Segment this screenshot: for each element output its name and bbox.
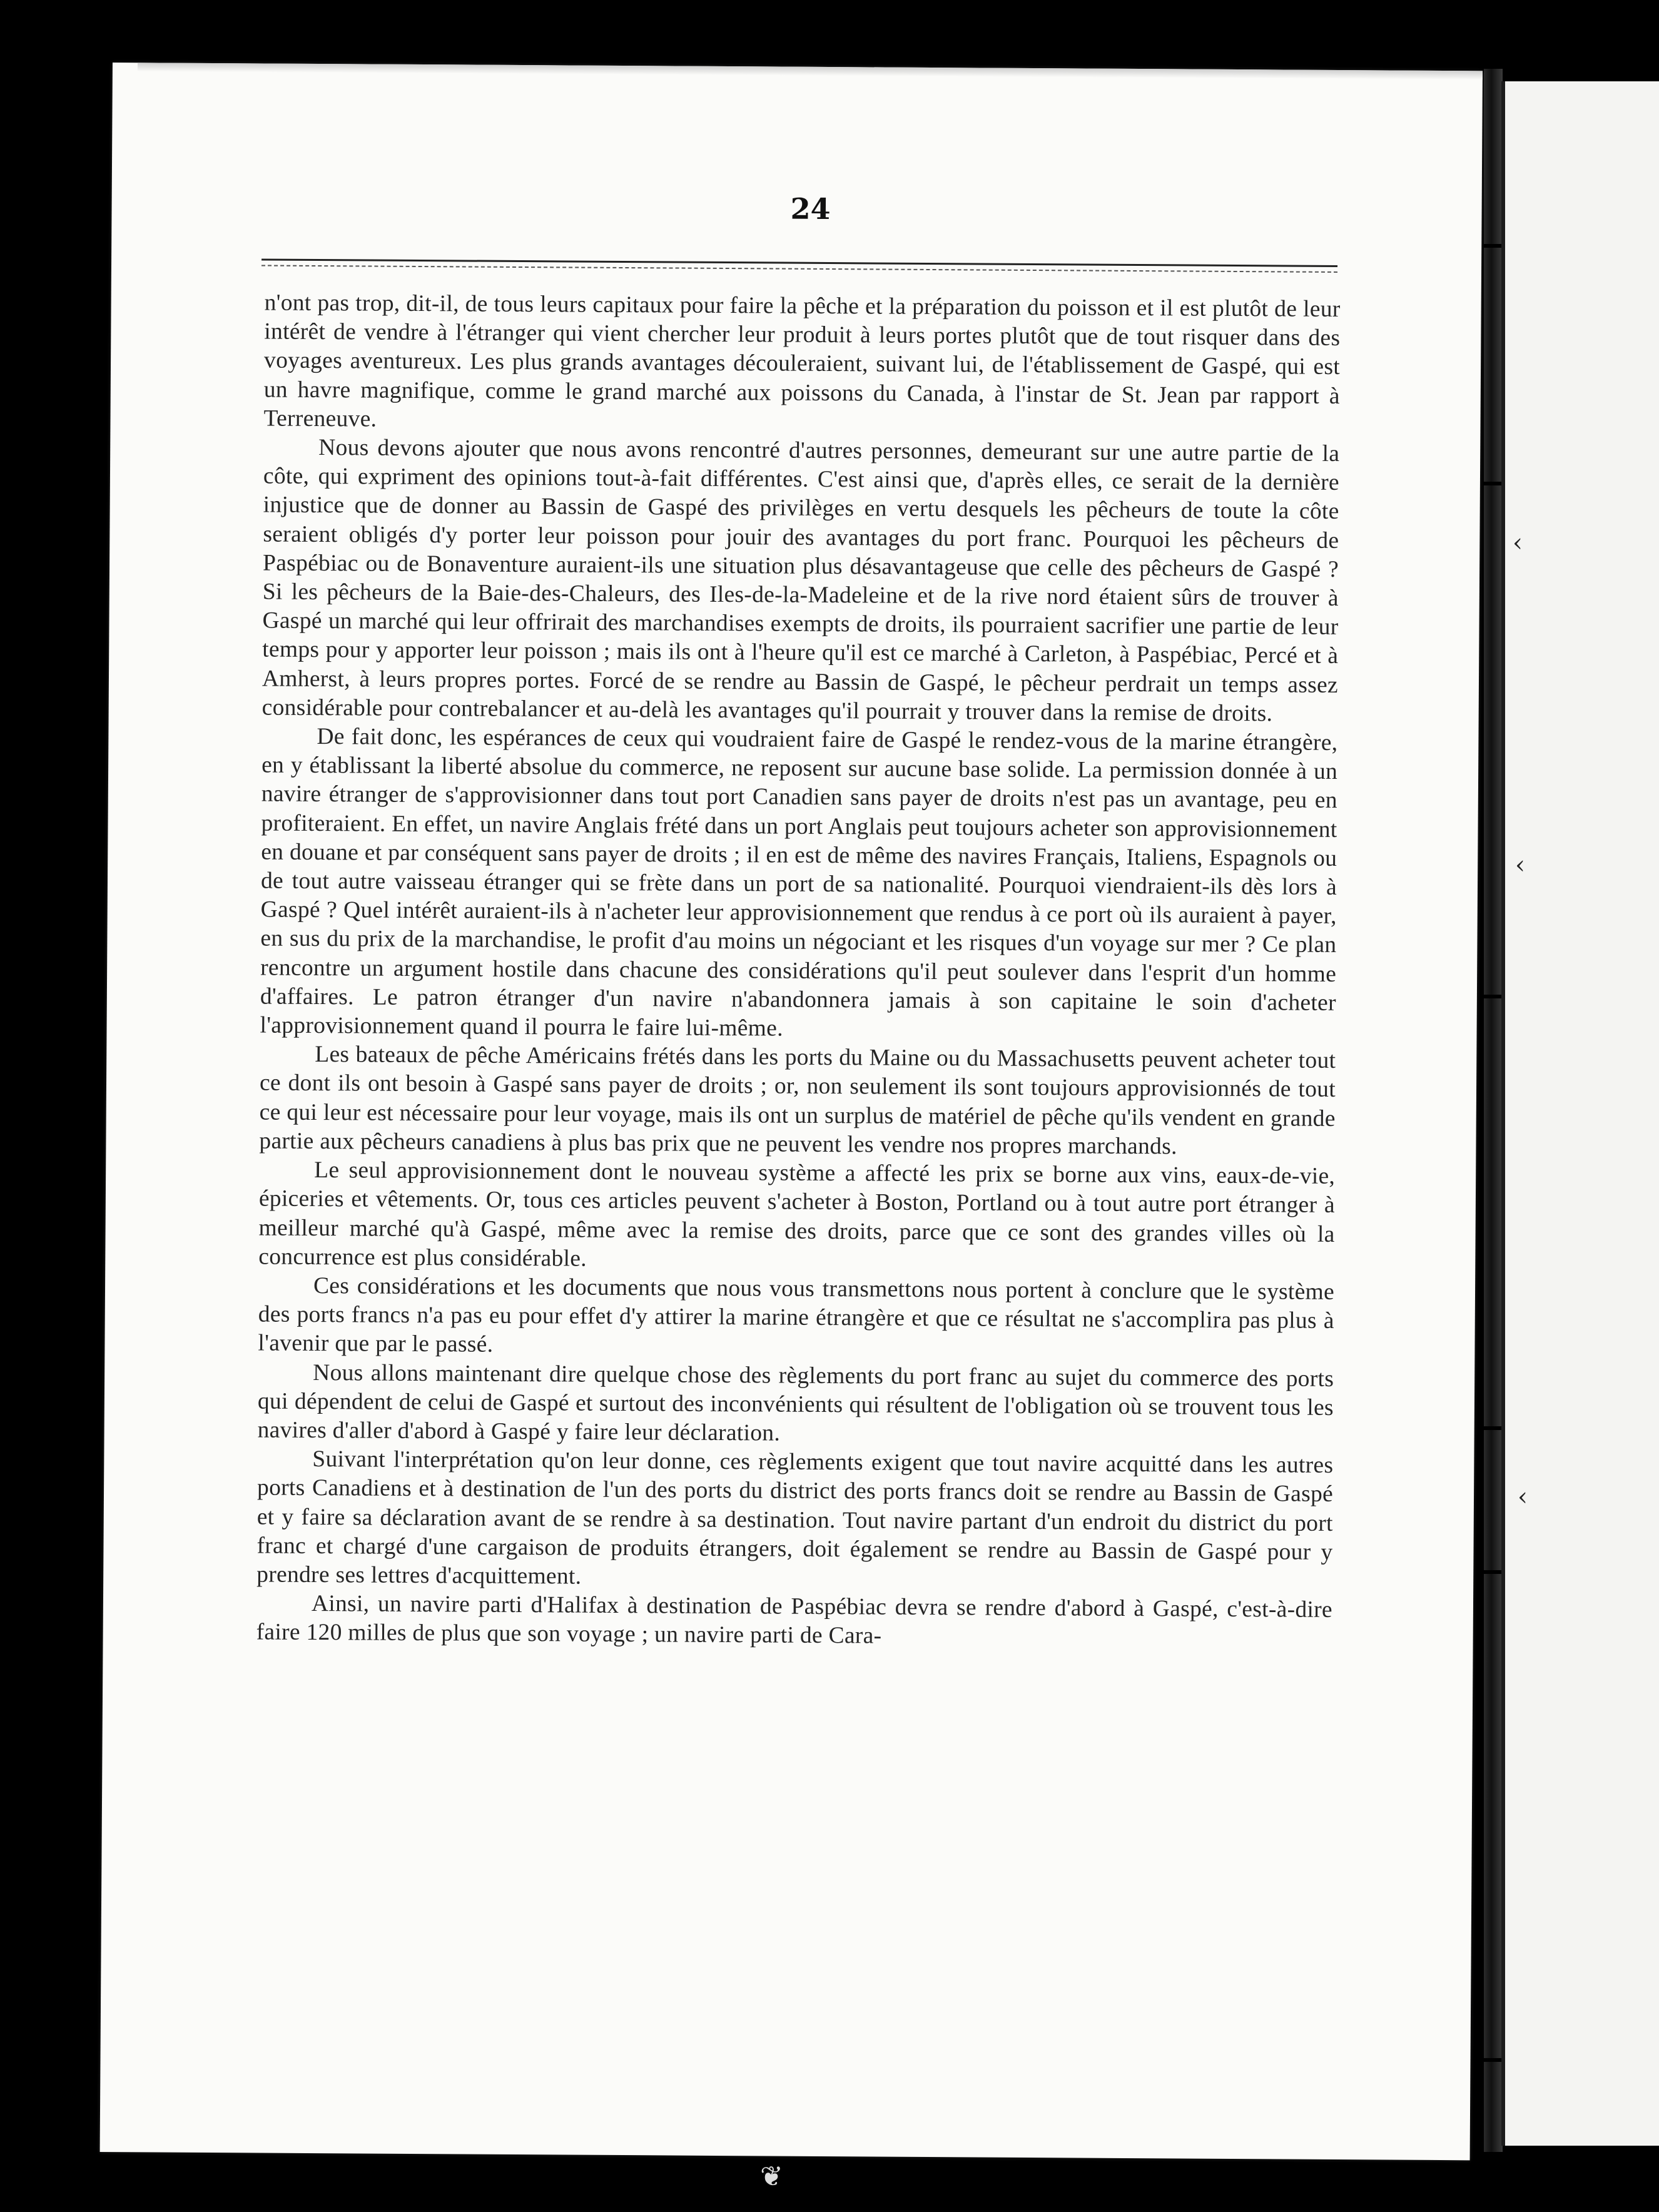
paragraph: Ces considérations et les documents que nous vous transmettons nous portent à conclure que le système des ports francs n'a pas eu pour effet d'y attirer la marine étrangère et que ce résultat ne s'accomplira pas plus à l'avenir que par le passé. — [258, 1272, 1335, 1358]
paragraph: Nous devons ajouter que nous avons rencontré d'autres personnes, demeurant sur une autre partie de la côte, qui expriment des opinions tout-à-fait différentes. C'est ainsi que, d'après elles, ce serait de la dernière injustice que de donner au Bassin de Gaspé des privilèges en vertu desquels les pêcheurs de toute la côte seraient obligés d'y porter leur poisson pour jouir des avantages du port franc. Pourquoi les pêcheurs de Paspébiac ou de Bonaventure auraient-ils une situation plus désavantageuse que celle des pêcheurs de Gaspé ? Si les pêcheurs de la Baie-des-Chaleurs, des Iles-de-la-Madeleine et de la rive nord étaient sûrs de trouver à Gaspé un marché qui leur offrirait des marchandises exempts de droits, ils pourraient sacrifier une partie de leur temps pour y apporter leur poisson ; mais ils ont à l'heure qu'il est ce marché à Carleton, à Paspébiac, Percé et à Amherst, à leurs propres portes. Forcé de se rendre au Bassin de Gaspé, le pêcheur perdrait un temps assez considérable pour contrebalancer et au-delà les avantages qu'il pourrait y trouver dans la remise de droits. — [261, 435, 1340, 727]
page-number: 24 — [790, 191, 831, 226]
paragraph: Le seul approvisionnement dont le nouveau système a affecté les prix se borne aux vins, eaux-de-vie, épiceries et vêtements. Or, tous ces articles peuvent s'acheter à Boston, Portland ou à tout autre port étranger à meilleur marché qu'à Gaspé, même avec la remise des droits, parce que ce sont des grandes villes où la concurrence est plus considérable. — [258, 1157, 1336, 1272]
scan-mark: ‹ — [1513, 529, 1523, 557]
body-text — [256, 288, 1341, 1653]
scan-mark: ‹ — [1518, 1483, 1528, 1511]
scan-speck: ❦ — [760, 2161, 783, 2193]
adjacent-page-edge — [1501, 81, 1659, 2146]
paragraph: Suivant l'interprétation qu'on leur donne, ces règlements exigent que tout navire acquitté dans les autres ports Canadiens et à destination de l'un des ports du district des ports francs doit se rendre au Bassin de Gaspé et y faire sa déclaration avant de se rendre à sa destination. Tout navire partant d'un endroit du district du port franc et chargé d'une cargaison de produits étrangers, doit également se rendre au Bassin de Gaspé pour y prendre ses lettres d'acquittement. — [256, 1446, 1334, 1590]
paragraph: Nous allons maintenant dire quelque chose des règlements du port franc au sujet du commerce des ports qui dépendent de celui de Gaspé et surtout des inconvénients qui résultent de l'obligation où se trouvent tous les navires d'aller d'abord à Gaspé y faire leur déclaration. — [257, 1359, 1334, 1446]
paragraph: De fait donc, les espérances de ceux qui voudraient faire de Gaspé le rendez-vous de la marine étrangère, en y établissant la liberté absolue du commerce, ne reposent sur aucune base solide. La permission donnée à un navire étranger de s'approvisionner dans tout port Canadien sans payer de droits n'est pas un avantage, peu en profiteraient. En effet, un navire Anglais frété dans un port Anglais peut toujours acheter son approvisionnement en douane et par conséquent sans payer de droits ; il en est de même des navires Français, Italiens, Espagnols ou de tout autre vaisseau étranger qui se frète dans un port de sa nationalité. Pourquoi viendraient-ils dès lors à Gaspé ? Quel intérêt auraient-ils à n'acheter leur approvisionnement que rendus à ce port où ils auraient à payer, en sus du prix de la marchandise, le profit d'au moins un négociant et les risques d'un voyage sur mer ? Ce plan rencontre un argument hostile dans chacune des considérations qu'il peut soulever dans l'esprit d'un homme d'affaires. Le patron étranger d'un navire n'abandonnera jamais à son capitaine le soin d'acheter l'approvisionnement quand il pourra le faire lui-même. — [260, 724, 1338, 1042]
scanned-page — [100, 63, 1483, 2160]
paragraph: n'ont pas trop, dit-il, de tous leurs capitaux pour faire la pêche et la préparation du poisson et il est plutôt de leur intérêt de vendre à l'étranger qui vient chercher leur produit à leurs portes plutôt que de tout risquer dans des voyages aventureux. Les plus grands avantages découleraient, suivant lui, de l'établissement de Gaspé, qui est un havre magnifique, comme le grand marché aux poissons du Canada, à l'instar de St. Jean par rapport à Terreneuve. — [263, 290, 1341, 432]
scan-mark: ‹ — [1515, 851, 1525, 880]
page-gutter — [1484, 69, 1503, 2152]
paragraph: Les bateaux de pêche Américains frétés dans les ports du Maine ou du Massachusetts peuvent acheter tout ce dont ils ont besoin à Gaspé sans payer de droits ; or, non seulement ils sont toujours approvisionnés de tout ce qui leur est nécessaire pour leur voyage, mais ils ont un surplus de matériel de pêche qu'ils vendent en grande partie aux pêcheurs canadiens à plus bas prix que ne peuvent les vendre nos propres marchands. — [259, 1042, 1336, 1160]
paragraph: Ainsi, un navire parti d'Halifax à destination de Paspébiac devra se rendre d'abord à Gaspé, c'est-à-dire faire 120 milles de plus que son voyage ; un navire parti de Cara- — [256, 1591, 1333, 1649]
